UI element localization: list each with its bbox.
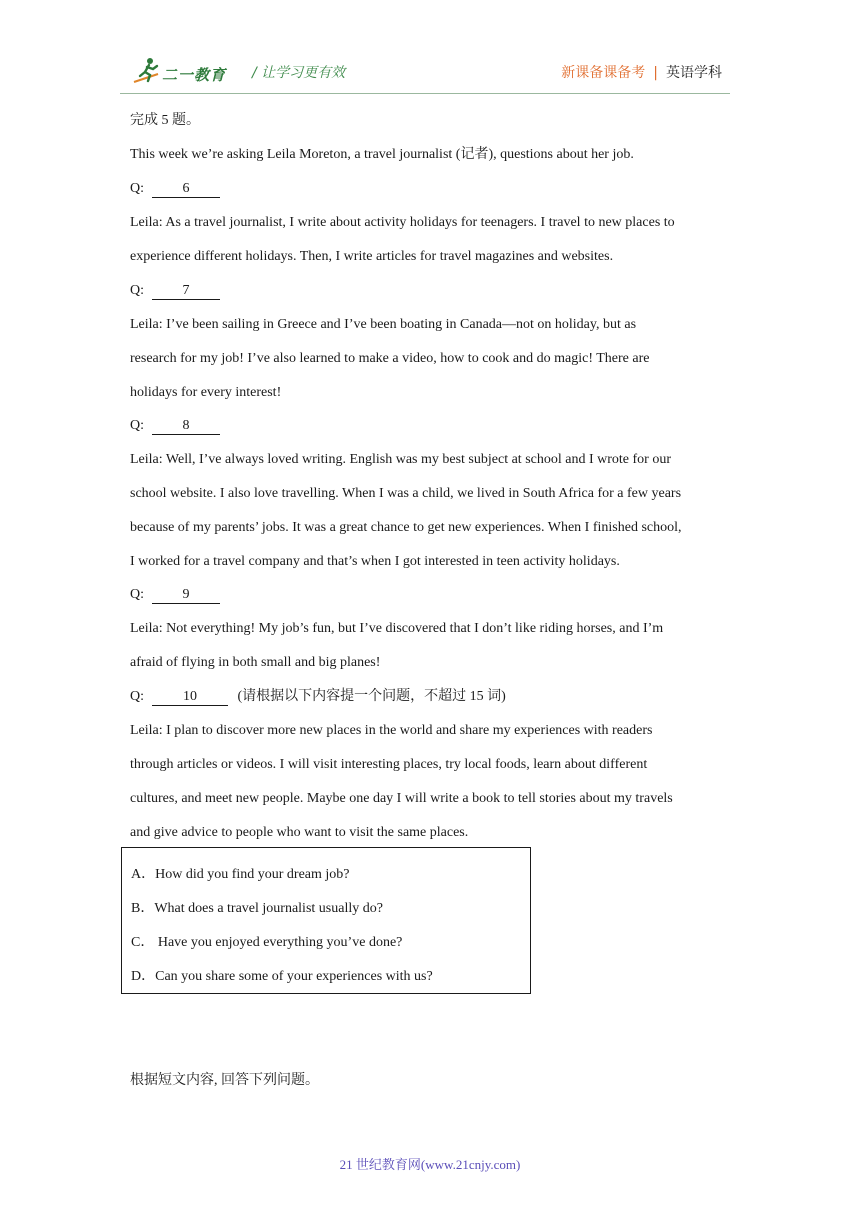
answer-line: school website. I also love travelling. When I was a child, we lived in South Africa for a few years (130, 486, 682, 501)
answer-line: experience different holidays. Then, I write articles for travel magazines and websites. (130, 249, 614, 264)
answer-line: Leila: I plan to discover more new places in the world and share my experiences with readers (130, 723, 653, 738)
answer-line: Leila: As a travel journalist, I write about activity holidays for teenagers. I travel to new places to (130, 215, 675, 230)
blank-8: 8 (152, 417, 220, 435)
question-6 (130, 179, 220, 199)
answer-line: cultures, and meet new people. Maybe one day I will write a book to tell stories about my travels (130, 791, 673, 806)
option-a: A．How did you find your dream job? (131, 867, 350, 882)
answer-line: research for my job! I’ve also learned to make a video, how to cook and do magic! There are (130, 351, 650, 366)
q-label: Q: (130, 283, 144, 298)
header-divider (120, 93, 730, 94)
header-subject (561, 62, 722, 82)
header-tagline: 新课备课备考 (561, 65, 646, 81)
answer-line: holidays for every interest! (130, 385, 282, 400)
option-d: D．Can you share some of your experiences with us? (131, 969, 433, 984)
answer-line: and give advice to people who want to visit the same places. (130, 825, 469, 840)
blank-7: 7 (152, 282, 220, 300)
logo-text: 二一教育 (162, 66, 227, 84)
q-label: Q: (130, 418, 144, 433)
answer-line: Leila: I’ve been sailing in Greece and I’ve been boating in Canada—not on holiday, but as (130, 317, 637, 332)
blank-9: 9 (152, 586, 220, 604)
page-footer: 21 世纪教育网(www.21cnjy.com) (339, 1157, 521, 1172)
intro-tail: 完成 5 题。 (130, 113, 200, 128)
page-header (0, 0, 860, 96)
answer-line: because of my parents’ jobs. It was a great chance to get new experiences. When I finished school, (130, 520, 682, 535)
answer-line: afraid of flying in both small and big planes! (130, 655, 381, 670)
intro-text: This week we’re asking Leila Moreton, a travel journalist (记者), questions about her job. (130, 147, 634, 162)
slogan: / 让学习更有效 (252, 65, 346, 81)
question-8 (130, 416, 220, 436)
runner-logo-icon (132, 56, 162, 86)
blank-6: 6 (152, 180, 220, 198)
q-label: Q: (130, 689, 144, 704)
q-label: Q: (130, 587, 144, 602)
option-c: C． Have you enjoyed everything you’ve done? (131, 935, 403, 950)
answer-line: through articles or videos. I will visit interesting places, try local foods, learn about different (130, 757, 648, 772)
option-b: B．What does a travel journalist usually do? (131, 901, 383, 916)
options-box (121, 847, 531, 994)
question-7 (130, 281, 220, 301)
answer-line: Leila: Not everything! My job’s fun, but I’ve discovered that I don’t like riding horses, and I’m (130, 621, 664, 636)
question-10 (130, 687, 506, 707)
blank-10: 10 (152, 688, 228, 706)
header-separator: | (653, 65, 658, 81)
q-label: Q: (130, 181, 144, 196)
answer-line: Leila: Well, I’ve always loved writing. English was my best subject at school and I wrote for our (130, 452, 671, 467)
question-9 (130, 585, 220, 605)
answer-line: I worked for a travel company and that’s when I got interested in teen activity holidays. (130, 554, 620, 569)
q10-note: (请根据以下内容提一个问题，不超过 15 词) (237, 689, 506, 704)
logo (132, 56, 242, 90)
next-instruction: 根据短文内容, 回答下列问题。 (130, 1073, 319, 1088)
header-subject-label: 英语学科 (666, 65, 722, 81)
